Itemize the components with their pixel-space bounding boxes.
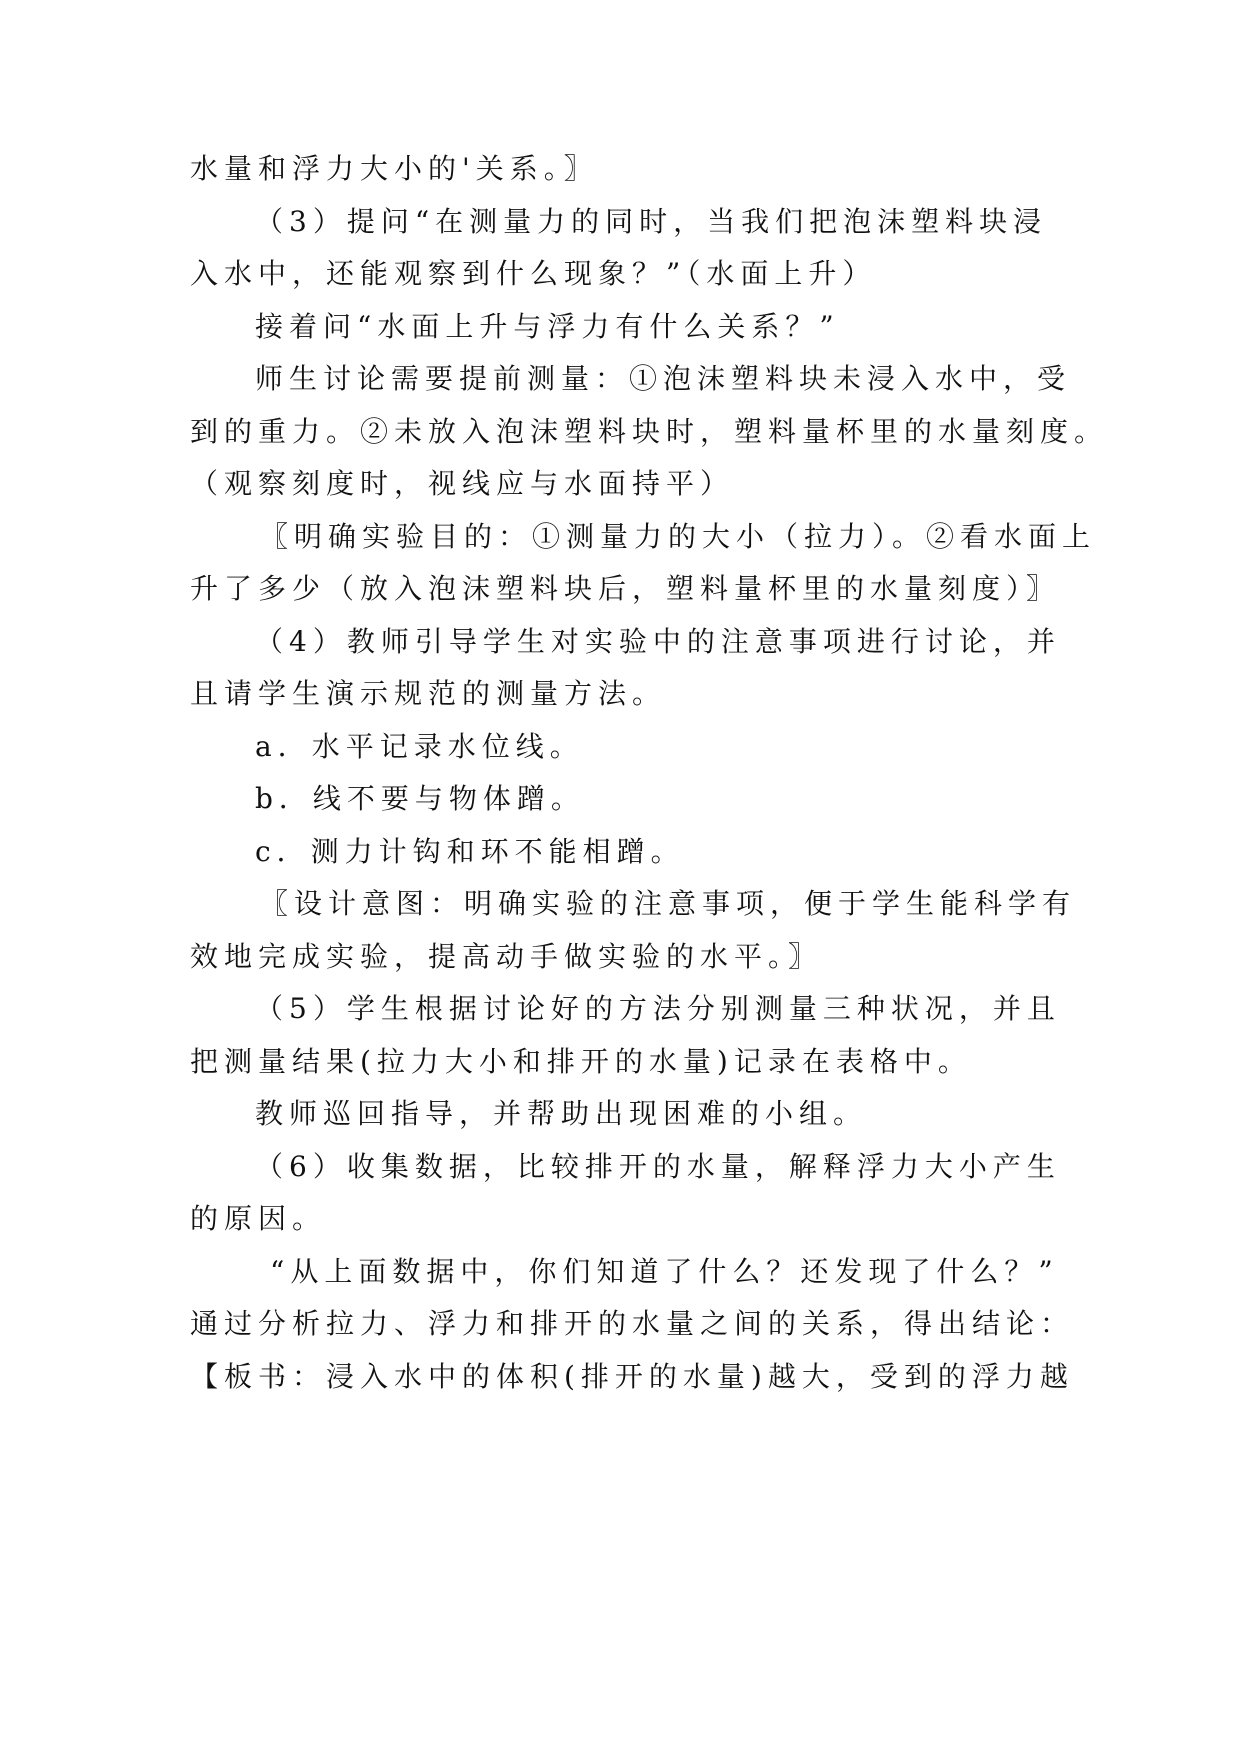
- text-line: “从上面数据中，你们知道了什么？还发现了什么？”: [270, 1255, 1059, 1288]
- text-line: 接着问“水面上升与浮力有什么关系？”: [255, 310, 840, 343]
- text-line: 【板书：浸入水中的体积(排开的水量)越大，受到的浮力越: [190, 1360, 1074, 1393]
- text-line: （观察刻度时，视线应与水面持平）: [190, 467, 735, 500]
- text-line: b．线不要与物体蹭。: [255, 782, 585, 815]
- text-line: a．水平记录水位线。: [255, 730, 584, 763]
- text-line: （3）提问“在测量力的同时，当我们把泡沫塑料块浸: [255, 205, 1048, 238]
- text-line: 效地完成实验，提高动手做实验的水平。〗: [190, 940, 823, 973]
- text-line: （6）收集数据，比较排开的水量，解释浮力大小产生: [255, 1150, 1061, 1183]
- text-line: 〖设计意图：明确实验的注意事项，便于学生能科学有: [260, 887, 1077, 920]
- text-line: c．测力计钩和环不能相蹭。: [255, 835, 685, 868]
- text-line: （5）学生根据讨论好的方法分别测量三种状况，并且: [255, 992, 1061, 1025]
- text-line: 把测量结果(拉力大小和排开的水量)记录在表格中。: [190, 1045, 972, 1078]
- text-line: 升了多少（放入泡沫塑料块后，塑料量杯里的水量刻度）〗: [190, 572, 1061, 605]
- text-line: 水量和浮力大小的'关系。〗: [190, 152, 598, 185]
- text-line: 且请学生演示规范的测量方法。: [190, 677, 667, 710]
- text-line: 〖明确实验目的：①测量力的大小（拉力）。②看水面上: [260, 520, 1097, 553]
- text-line: （4）教师引导学生对实验中的注意事项进行讨论，并: [255, 625, 1061, 658]
- text-line: 师生讨论需要提前测量：①泡沫塑料块未浸入水中，受: [255, 362, 1072, 395]
- text-line: 的原因。: [190, 1202, 327, 1235]
- text-line: 通过分析拉力、浮力和排开的水量之间的关系，得出结论：: [190, 1307, 1075, 1340]
- text-line: 到的重力。②未放入泡沫塑料块时，塑料量杯里的水量刻度。: [190, 415, 1109, 448]
- text-line: 教师巡回指导，并帮助出现困难的小组。: [255, 1097, 868, 1130]
- text-line: 入水中，还能观察到什么现象？”（水面上升）: [190, 257, 877, 290]
